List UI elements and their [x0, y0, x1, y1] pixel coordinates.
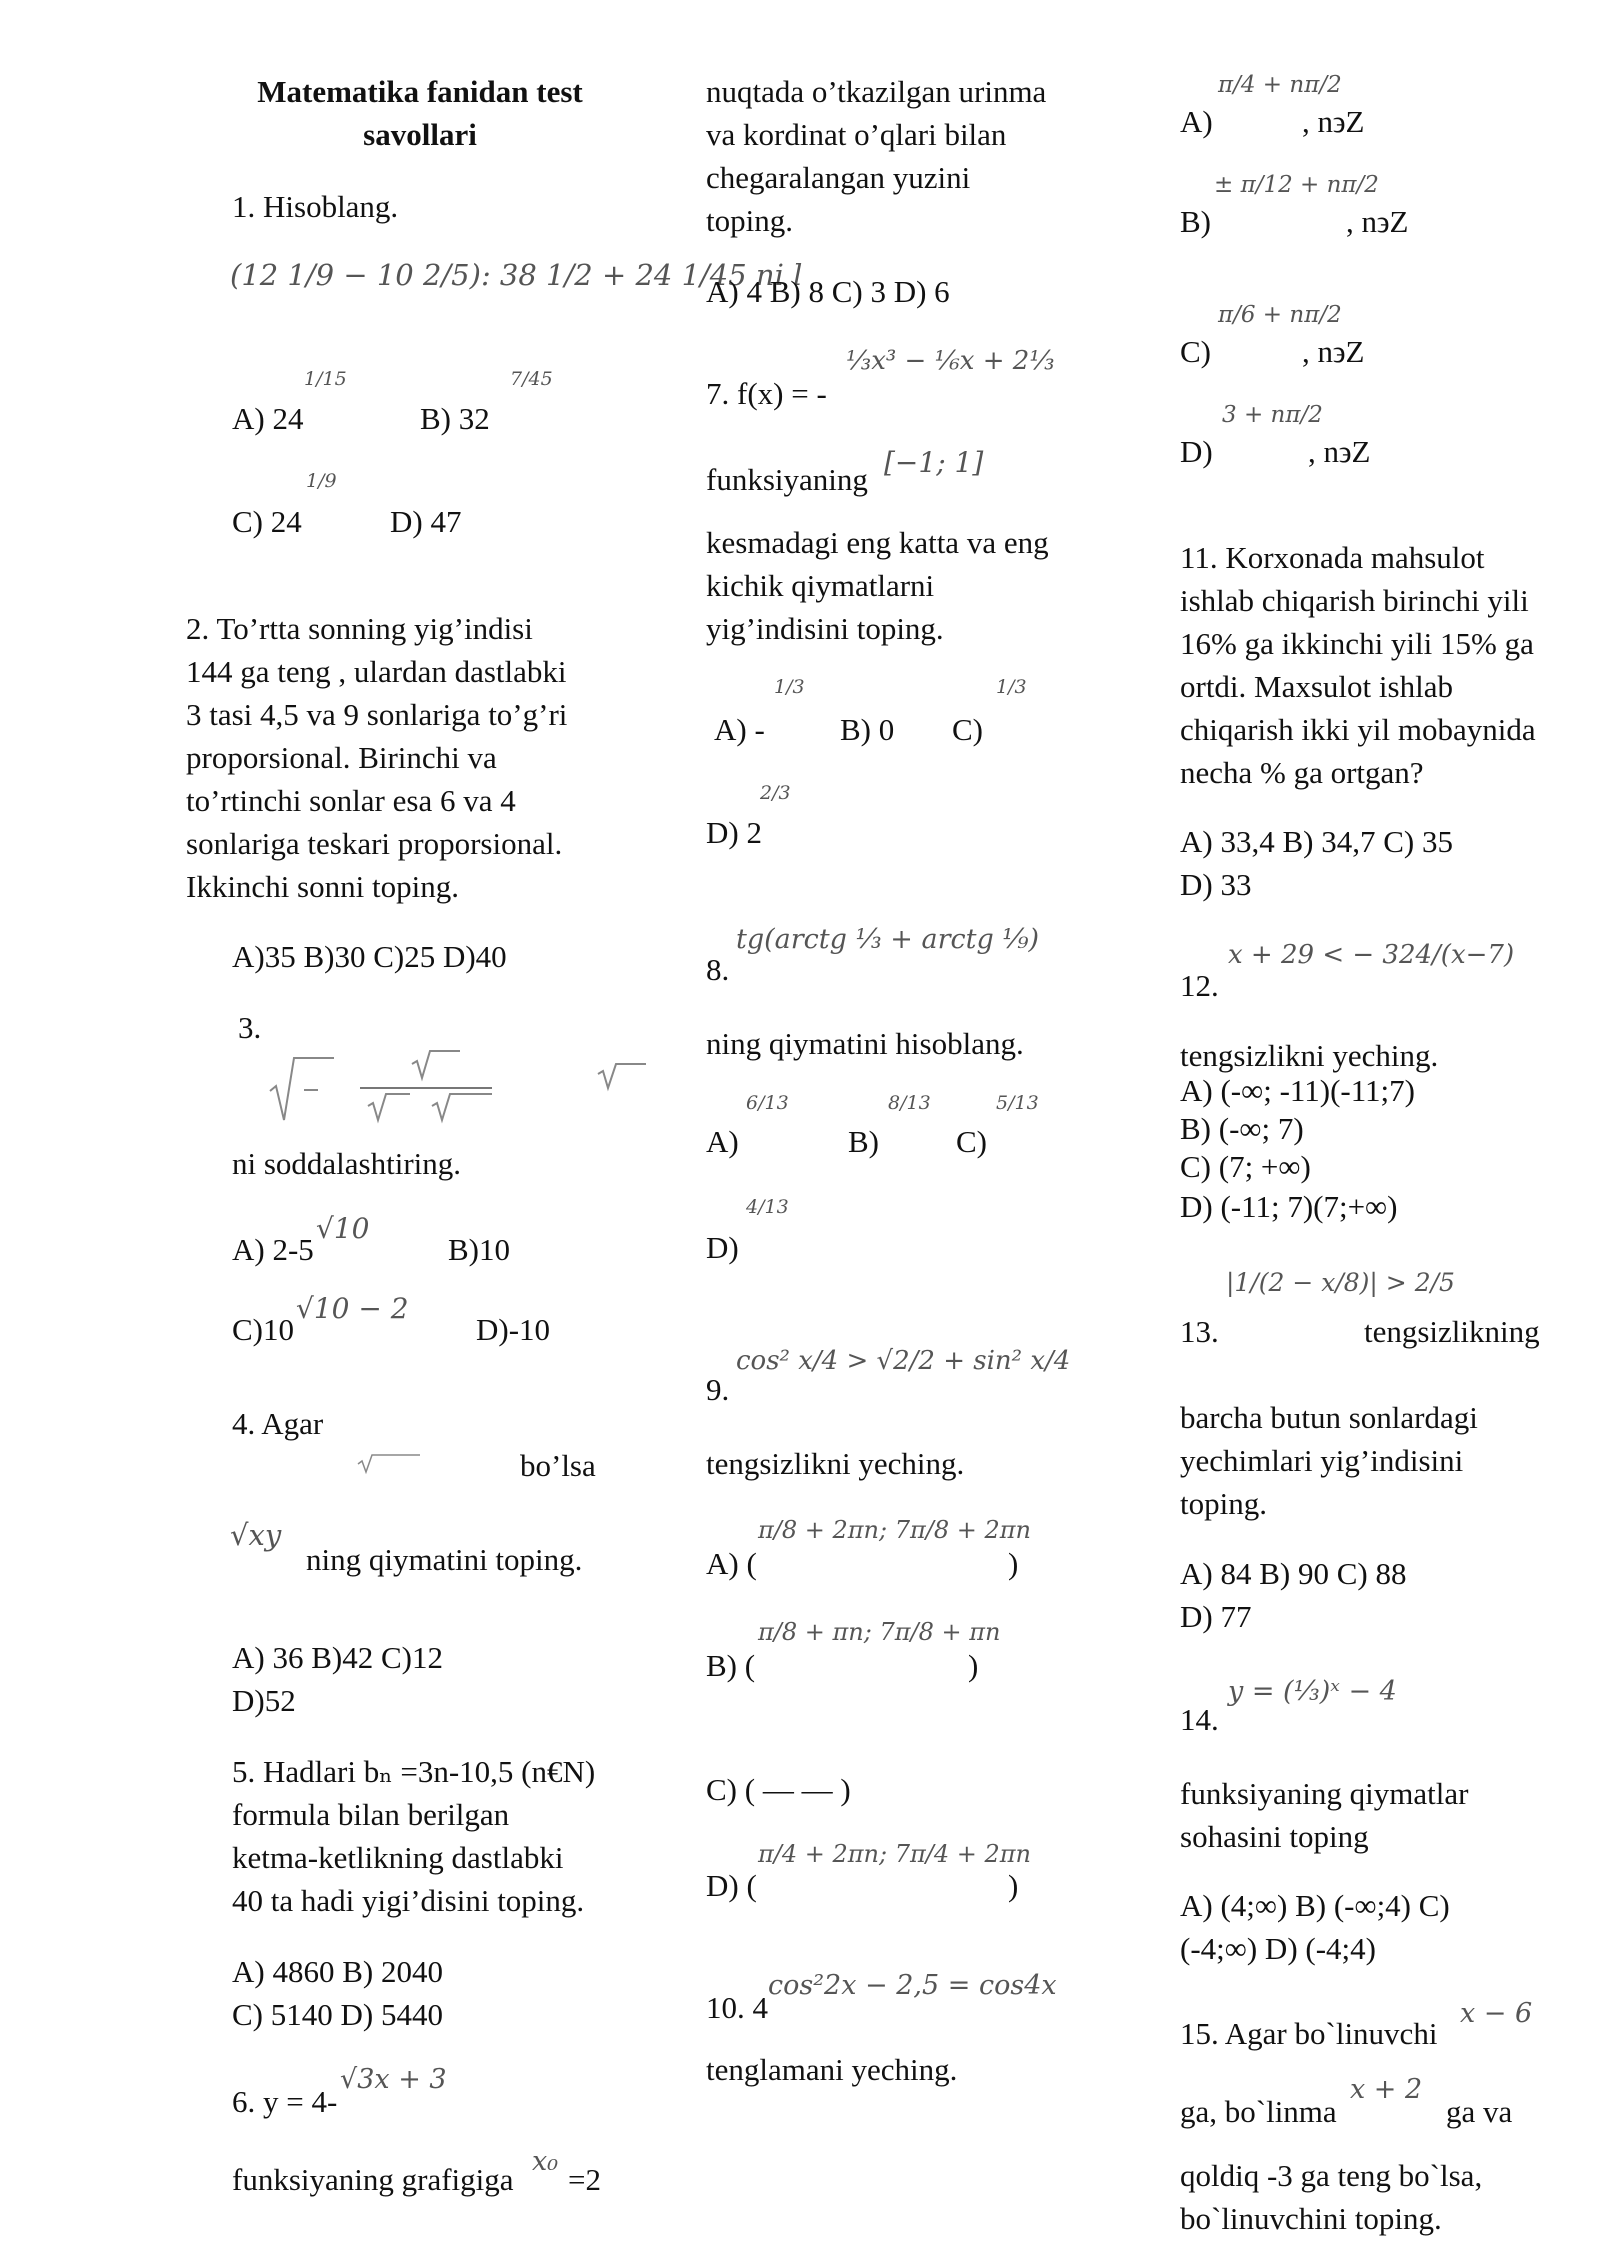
q7-line-3: yig’indisini toping.	[706, 611, 944, 646]
q12-expression: x + 29 < − 324/(x−7)	[1228, 940, 1515, 970]
q2-line-3: 3 tasi 4,5 va 9 sonlariga to’g’ri	[186, 697, 568, 732]
q13-options-row-2: D) 77	[1180, 1599, 1252, 1634]
q9-option-d: D) (	[706, 1868, 757, 1903]
q1-expression: (12 1/9 − 10 2/5): 38 1/2 + 24 1/45 ni l	[230, 258, 803, 292]
q11-line-4: ortdi. Maxsulot ishlab	[1180, 669, 1453, 704]
q9-option-a-close: )	[1008, 1546, 1019, 1581]
q10-option-a: A)	[1180, 104, 1213, 139]
q8-option-d: D)	[706, 1230, 739, 1265]
q9-instruction: tengsizlikni yeching.	[706, 1446, 965, 1481]
q9-option-b-close: )	[968, 1648, 979, 1683]
q5-line-1: 5. Hadlari bₙ =3n-10,5 (n€N)	[232, 1754, 596, 1789]
q6-x0-value: =2	[568, 2162, 601, 2197]
q8-instruction: ning qiymatini hisoblang.	[706, 1026, 1024, 1061]
q4-instruction: ning qiymatini toping.	[306, 1542, 583, 1577]
q3-instruction: ni soddalashtiring.	[232, 1146, 462, 1181]
q14-options-row-1: A) (4;∞) B) (-∞;4) C)	[1180, 1888, 1450, 1923]
q9-option-c: C) ( — — )	[706, 1772, 851, 1807]
q6-cont-line-2: va kordinat o’qlari bilan	[706, 117, 1007, 152]
q1-option-b-exponent: 7/45	[510, 368, 553, 390]
q1-option-a: A) 24	[232, 401, 304, 436]
q14-line-1: funksiyaning qiymatlar	[1180, 1776, 1469, 1811]
q2-line-6: sonlariga teskari proporsional.	[186, 826, 563, 861]
q10-option-b-tail: , n϶Z	[1346, 204, 1409, 239]
q13-options-row-1: A) 84 B) 90 C) 88	[1180, 1556, 1407, 1591]
q8-option-a: A)	[706, 1124, 739, 1159]
q7-line-2: kichik qiymatlarni	[706, 568, 935, 603]
q10-instruction: tenglamani yeching.	[706, 2052, 958, 2087]
q4-option-d: D)52	[232, 1683, 296, 1718]
q5-line-2: formula bilan berilgan	[232, 1797, 510, 1832]
q14-line-2: sohasini toping	[1180, 1819, 1369, 1854]
q7-option-c-exponent: 1/3	[996, 676, 1027, 698]
q10-option-b-expr: ± π/12 + nπ/2	[1214, 172, 1379, 198]
q12-instruction: tengsizlikni yeching.	[1180, 1038, 1439, 1073]
q15-line-2-tail: ga va	[1446, 2094, 1513, 2129]
q1-option-c: C) 24	[232, 504, 302, 539]
q2-line-5: to’rtinchi sonlar esa 6 va 4	[186, 783, 516, 818]
q2-options: A)35 B)30 C)25 D)40	[232, 939, 507, 974]
q12-label: 12.	[1180, 968, 1219, 1003]
q9-option-d-close: )	[1008, 1868, 1019, 1903]
title-line-1: Matematika fanidan test	[257, 74, 583, 109]
q5-line-4: 40 ta hadi yigi’disini toping.	[232, 1883, 585, 1918]
q9-option-a-expr: π/8 + 2πn; 7π/8 + 2πn	[758, 1516, 1031, 1544]
q10-option-c-expr: π/6 + nπ/2	[1218, 302, 1342, 328]
q7-option-d: D) 2	[706, 815, 762, 850]
q9-expression: cos² x/4 > √2/2 + sin² x/4	[736, 1346, 1071, 1376]
q4-sqrt-xy: √xy	[230, 1518, 282, 1552]
q6-cont-line-4: toping.	[706, 203, 793, 238]
q6-graph-text: funksiyaning grafigiga	[232, 2162, 514, 2197]
q15-line-2: ga, bo`linma	[1180, 2094, 1337, 2129]
q15-line-4: bo`linuvchini toping.	[1180, 2201, 1442, 2236]
q6-cont-line-3: chegaralangan yuzini	[706, 160, 971, 195]
q2-line-4: proporsional. Birinchi va	[186, 740, 497, 775]
q7-line-1: kesmadagi eng katta va eng	[706, 525, 1049, 560]
q9-option-d-expr: π/4 + 2πn; 7π/4 + 2πn	[758, 1840, 1031, 1868]
q10-option-a-tail: , n϶Z	[1302, 104, 1365, 139]
q6-label: 6. y = 4-	[232, 2084, 338, 2119]
q3-option-a: A) 2-5	[232, 1232, 314, 1267]
q3-option-c-root: √10 − 2	[296, 1292, 409, 1325]
q2-line-2: 144 ga teng , ulardan dastlabki	[186, 654, 567, 689]
q12-option-d: D) (-11; 7)(7;+∞)	[1180, 1189, 1398, 1224]
q10-option-c-tail: , n϶Z	[1302, 334, 1365, 369]
q10-option-c: C)	[1180, 334, 1211, 369]
q8-option-d-exponent: 4/13	[746, 1196, 789, 1218]
q7-option-c: C)	[952, 712, 983, 747]
q5-options-row-1: A) 4860 B) 2040	[232, 1954, 443, 1989]
q13-line-1: barcha butun sonlardagi	[1180, 1400, 1478, 1435]
q3-expression-radicals	[260, 1046, 660, 1126]
q11-options-row-2: D) 33	[1180, 867, 1252, 902]
q3-option-a-root: √10	[316, 1212, 370, 1245]
q9-label: 9.	[706, 1372, 730, 1407]
q7-option-a: A) -	[714, 712, 765, 747]
q1-option-c-exponent: 1/9	[306, 470, 337, 492]
q9-option-b: B) (	[706, 1648, 756, 1683]
q8-expression: tg(arctg ⅓ + arctg ⅑)	[736, 924, 1040, 955]
q9-option-b-expr: π/8 + πn; 7π/8 + πn	[758, 1618, 1001, 1646]
q6-cont-line-1: nuqtada o’tkazilgan urinma	[706, 74, 1047, 109]
q1-option-a-exponent: 1/15	[304, 368, 347, 390]
q2-line-7: Ikkinchi sonni toping.	[186, 869, 459, 904]
q11-line-6: necha % ga ortgan?	[1180, 755, 1424, 790]
q14-expression: y = (⅓)ˣ − 4	[1228, 1676, 1397, 1707]
q8-option-c: C)	[956, 1124, 987, 1159]
q3-option-c: C)10	[232, 1312, 294, 1347]
q13-line-2: yechimlari yig’indisini	[1180, 1443, 1464, 1478]
q13-tail: tengsizlikning	[1364, 1314, 1540, 1349]
q7-option-d-exponent: 2/3	[760, 782, 791, 804]
q6-options: A) 4 B) 8 C) 3 D) 6	[706, 274, 950, 309]
q14-label: 14.	[1180, 1702, 1219, 1737]
q5-options-row-2: C) 5140 D) 5440	[232, 1997, 443, 2032]
q8-option-c-exponent: 5/13	[996, 1092, 1039, 1114]
q11-line-3: 16% ga ikkinchi yili 15% ga	[1180, 626, 1534, 661]
q8-option-a-exponent: 6/13	[746, 1092, 789, 1114]
q3-option-d: D)-10	[476, 1312, 551, 1347]
q11-line-5: chiqarish ikki yil mobaynida	[1180, 712, 1536, 747]
q7-function-text: funksiyaning	[706, 462, 868, 497]
q8-label: 8.	[706, 952, 730, 987]
q3-option-b: B)10	[448, 1232, 510, 1267]
q13-label: 13.	[1180, 1314, 1219, 1349]
q1-option-b: B) 32	[420, 401, 490, 436]
q7-label: 7. f(x) = -	[706, 376, 827, 411]
q12-option-a: A) (-∞; -11)(-11;7)	[1180, 1073, 1415, 1108]
q15-line-1: 15. Agar bo`linuvchi	[1180, 2016, 1438, 2051]
q14-options-row-2: (-4;∞) D) (-4;4)	[1180, 1931, 1376, 1966]
q3-label: 3.	[238, 1010, 262, 1045]
q7-interval: [−1; 1]	[884, 446, 984, 479]
q15-divisor-expr: x − 6	[1460, 1998, 1533, 2029]
q10-option-d: D)	[1180, 434, 1213, 469]
q7-option-b: B) 0	[840, 712, 895, 747]
q10-label: 10. 4	[706, 1990, 768, 2025]
q4-radical-sign	[356, 1452, 426, 1476]
q15-quotient-expr: x + 2	[1350, 2074, 1423, 2105]
q12-option-b: B) (-∞; 7)	[1180, 1111, 1304, 1146]
q12-option-c: C) (7; +∞)	[1180, 1149, 1311, 1184]
q10-option-a-expr: π/4 + nπ/2	[1218, 72, 1342, 98]
q10-option-d-expr: 3 + nπ/2	[1222, 402, 1323, 428]
q4-bolsa: bo’lsa	[520, 1448, 596, 1483]
q13-expression: |1/(2 − x/8)| > 2/5	[1226, 1268, 1455, 1297]
q8-option-b: B)	[848, 1124, 879, 1159]
q10-option-b: B)	[1180, 204, 1211, 239]
q8-option-b-exponent: 8/13	[888, 1092, 931, 1114]
q10-expression: cos²2x − 2,5 = cos4x	[768, 1970, 1057, 2001]
q7-option-a-exponent: 1/3	[774, 676, 805, 698]
q4-label: 4. Agar	[232, 1406, 324, 1441]
q15-line-3: qoldiq -3 ga teng bo`lsa,	[1180, 2158, 1483, 2193]
q2-line-1: 2. To’rtta sonning yig’indisi	[186, 611, 533, 646]
q6-x0: x₀	[532, 2146, 559, 2177]
q11-options-row-1: A) 33,4 B) 34,7 C) 35	[1180, 824, 1453, 859]
q11-line-1: 11. Korxonada mahsulot	[1180, 540, 1485, 575]
q1-label: 1. Hisoblang.	[232, 189, 399, 224]
q11-line-2: ishlab chiqarish birinchi yili	[1180, 583, 1529, 618]
q9-option-a: A) (	[706, 1546, 757, 1581]
q4-options: A) 36 B)42 C)12	[232, 1640, 443, 1675]
q10-option-d-tail: , n϶Z	[1308, 434, 1371, 469]
q7-expression: ⅓x³ − ⅙x + 2⅓	[846, 346, 1055, 376]
q5-line-3: ketma-ketlikning dastlabki	[232, 1840, 564, 1875]
title-line-2: savollari	[363, 117, 477, 152]
q6-root: √3x + 3	[340, 2064, 447, 2095]
q1-option-d: D) 47	[390, 504, 462, 539]
q13-line-3: toping.	[1180, 1486, 1267, 1521]
